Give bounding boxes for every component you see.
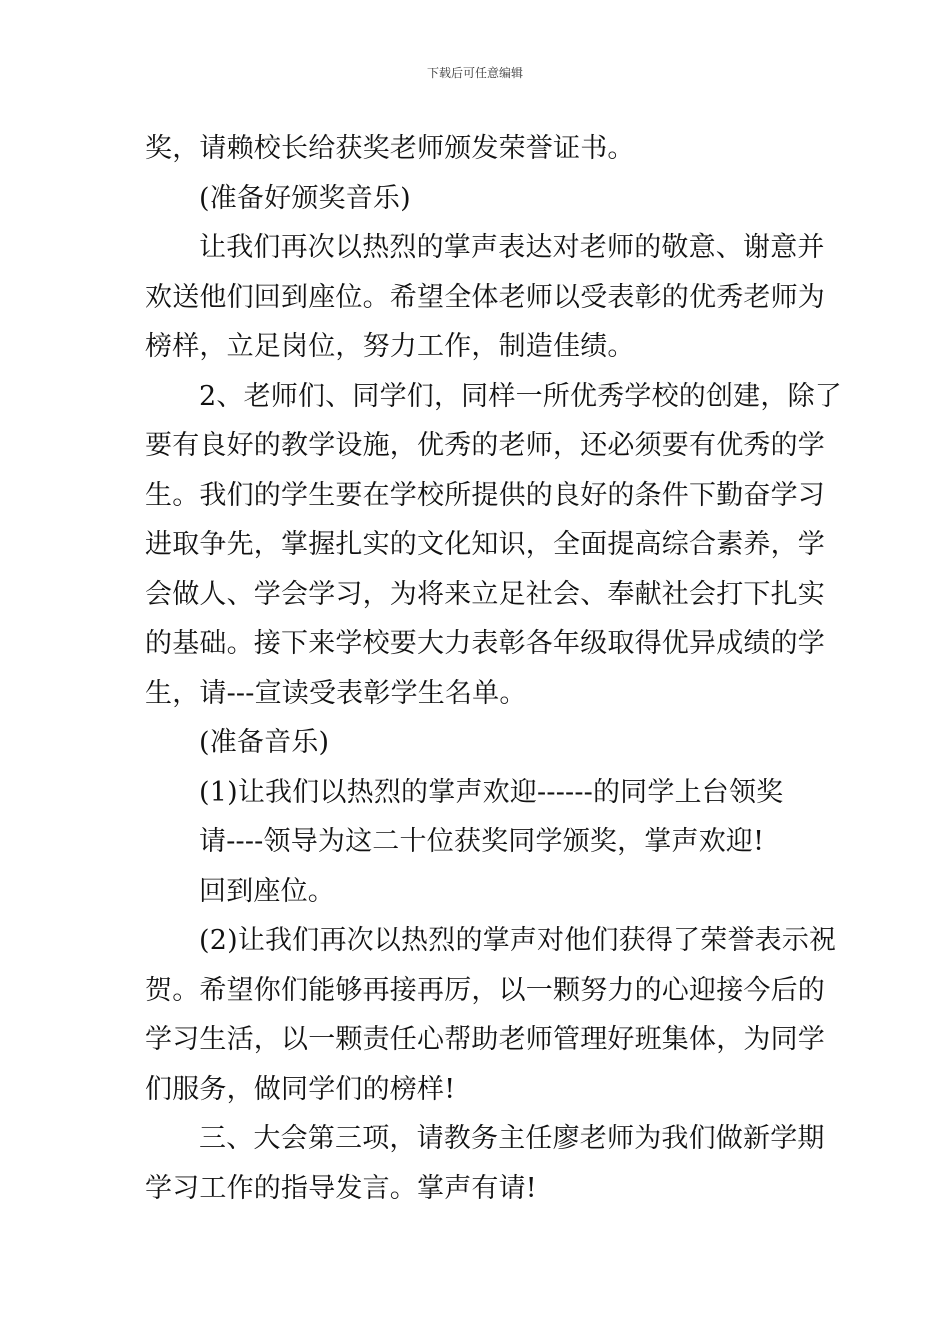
text-line: 的基础。接下来学校要大力表彰各年级取得优异成绩的学: [145, 628, 825, 659]
text-line: 进取争先，掌握扎实的文化知识，全面提高综合素养，学: [145, 529, 825, 560]
text-line: 贺。希望你们能够再接再厉，以一颗努力的心迎接今后的: [145, 974, 825, 1006]
text-line: 三、大会第三项，请教务主任廖老师为我们做新学期: [199, 1123, 825, 1154]
page-header-note: 下载后可任意编辑: [426, 66, 523, 80]
text-line: (准备音乐): [199, 727, 330, 758]
text-line: 回到座位。: [199, 875, 335, 907]
text-line: 欢送他们回到座位。希望全体老师以受表彰的优秀老师为: [145, 281, 825, 313]
text-line: 们服务，做同学们的榜样!: [145, 1073, 456, 1105]
text-line: 榜样，立足岗位，努力工作，制造佳绩。: [145, 331, 635, 362]
document-body: [145, 124, 842, 1213]
text-line: 2、老师们、同学们，同样一所优秀学校的创建，除了: [199, 380, 842, 412]
text-line: 生。我们的学生要在学校所提供的良好的条件下勤奋学习: [145, 479, 825, 511]
text-line: 奖，请赖校长给获奖老师颁发荣誉证书。: [145, 133, 635, 164]
text-line: 学习生活，以一颗责任心帮助老师管理好班集体，为同学: [145, 1024, 825, 1055]
text-line: 请----领导为这二十位获奖同学颁奖，掌声欢迎!: [199, 826, 765, 857]
text-line: 生，请---宣读受表彰学生名单。: [145, 677, 527, 709]
text-line: 学习工作的指导发言。掌声有请!: [145, 1172, 537, 1204]
text-line: 要有良好的教学设施，优秀的老师，还必须要有优秀的学: [145, 430, 825, 461]
text-line: (准备好颁奖音乐): [199, 182, 411, 214]
text-line: 让我们再次以热烈的掌声表达对老师的敬意、谢意并: [199, 232, 825, 263]
text-line: (2)让我们再次以热烈的掌声对他们获得了荣誉表示祝: [199, 925, 837, 956]
text-line: 会做人、学会学习，为将来立足社会、奉献社会打下扎实: [145, 578, 825, 610]
text-line: (1)让我们以热烈的掌声欢迎------的同学上台领奖: [199, 776, 784, 808]
